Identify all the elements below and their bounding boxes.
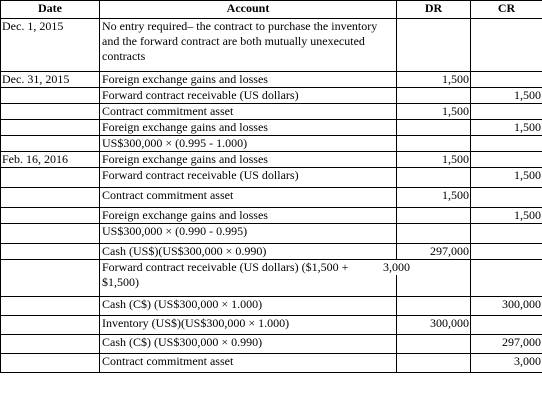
account-cell: Foreign exchange gains and losses xyxy=(100,120,397,136)
table-row xyxy=(1,224,542,244)
cr-cell: 3,000 xyxy=(471,354,542,373)
dr-cell: 1,500 xyxy=(397,72,471,88)
date-cell xyxy=(1,104,100,120)
table-row xyxy=(1,188,542,208)
table-row xyxy=(1,354,542,373)
date-cell: Feb. 16, 2016 xyxy=(1,152,100,168)
date-cell xyxy=(1,244,100,260)
account-cell: Contract commitment asset xyxy=(100,354,397,373)
date-cell xyxy=(1,297,100,316)
account-cell: Foreign exchange gains and losses xyxy=(100,208,397,224)
dr-cell xyxy=(397,224,471,244)
dr-cell: 300,000 xyxy=(397,316,471,335)
account-cell: Inventory (US$)(US$300,000 × 1.000) xyxy=(100,316,397,335)
table-row xyxy=(1,316,542,335)
table-row xyxy=(1,260,542,297)
cr-cell xyxy=(471,244,542,260)
date-cell xyxy=(1,224,100,244)
date-cell xyxy=(1,88,100,104)
cr-cell: 1,500 xyxy=(471,88,542,104)
cr-cell xyxy=(471,136,542,152)
cr-cell xyxy=(471,260,542,297)
table-row xyxy=(1,152,542,168)
account-cell: No entry required– the contract to purchase the inventory and the forward contract are both mutually unexecuted contracts xyxy=(100,19,397,72)
date-cell xyxy=(1,260,100,297)
dr-cell xyxy=(397,297,471,316)
dr-cell xyxy=(397,208,471,224)
date-cell: Dec. 1, 2015 xyxy=(1,19,100,72)
date-cell xyxy=(1,136,100,152)
table-row xyxy=(1,168,542,188)
cr-cell xyxy=(471,19,542,72)
cr-cell xyxy=(471,316,542,335)
account-cell: Cash (C$) (US$300,000 × 0.990) xyxy=(100,335,397,354)
date-cell xyxy=(1,335,100,354)
table-row xyxy=(1,120,542,136)
cr-cell: 300,000 xyxy=(471,297,542,316)
table-row xyxy=(1,297,542,316)
table-row xyxy=(1,244,542,260)
date-cell xyxy=(1,188,100,208)
date-cell xyxy=(1,168,100,188)
header-row xyxy=(1,1,542,19)
account-cell xyxy=(100,260,410,297)
account-cell: US$300,000 × (0.995 - 1.000) xyxy=(100,136,397,152)
cr-cell: 1,500 xyxy=(471,120,542,136)
table-row xyxy=(1,136,542,152)
account-text: Forward contract receivable (US dollars) ($1,500 + $1,500) xyxy=(102,260,349,289)
account-cell: Contract commitment asset xyxy=(100,188,397,208)
table-row xyxy=(1,104,542,120)
cr-cell: 297,000 xyxy=(471,335,542,354)
cr-cell: 1,500 xyxy=(471,208,542,224)
dr-cell xyxy=(397,335,471,354)
dr-cell: 1,500 xyxy=(397,188,471,208)
dr-cell: 1,500 xyxy=(397,104,471,120)
account-cell: Forward contract receivable (US dollars) xyxy=(100,168,397,188)
account-cell: Contract commitment asset xyxy=(100,104,397,120)
table-row xyxy=(1,335,542,354)
account-cell: Forward contract receivable (US dollars) xyxy=(100,88,397,104)
table-row xyxy=(1,19,542,72)
dr-cell xyxy=(397,136,471,152)
account-cell: Foreign exchange gains and losses xyxy=(100,152,397,168)
date-column-header: Date xyxy=(1,1,100,19)
cr-cell xyxy=(471,152,542,168)
account-cell: Foreign exchange gains and losses xyxy=(100,72,397,88)
dr-cell xyxy=(397,120,471,136)
cr-cell xyxy=(471,104,542,120)
table-row xyxy=(1,208,542,224)
cr-cell xyxy=(471,224,542,244)
dr-column-header: DR xyxy=(397,1,471,19)
cr-cell: 1,500 xyxy=(471,168,542,188)
dr-cell xyxy=(397,88,471,104)
dr-cell xyxy=(397,19,471,72)
account-cell: Cash (US$)(US$300,000 × 0.990) xyxy=(100,244,397,260)
table-row xyxy=(1,88,542,104)
date-cell xyxy=(1,354,100,373)
overflowing-amount: 3,000 xyxy=(383,260,410,274)
dr-cell xyxy=(397,168,471,188)
date-cell xyxy=(1,120,100,136)
cr-cell xyxy=(471,188,542,208)
dr-cell: 1,500 xyxy=(397,152,471,168)
cr-cell xyxy=(471,72,542,88)
date-cell xyxy=(1,208,100,224)
dr-cell xyxy=(397,354,471,373)
date-cell xyxy=(1,316,100,335)
date-cell: Dec. 31, 2015 xyxy=(1,72,100,88)
account-cell: Cash (C$) (US$300,000 × 1.000) xyxy=(100,297,397,316)
account-cell: US$300,000 × (0.990 - 0.995) xyxy=(100,224,397,244)
dr-cell: 297,000 xyxy=(397,244,471,260)
cr-column-header: CR xyxy=(471,1,542,19)
account-column-header: Account xyxy=(100,1,397,19)
table-row xyxy=(1,72,542,88)
